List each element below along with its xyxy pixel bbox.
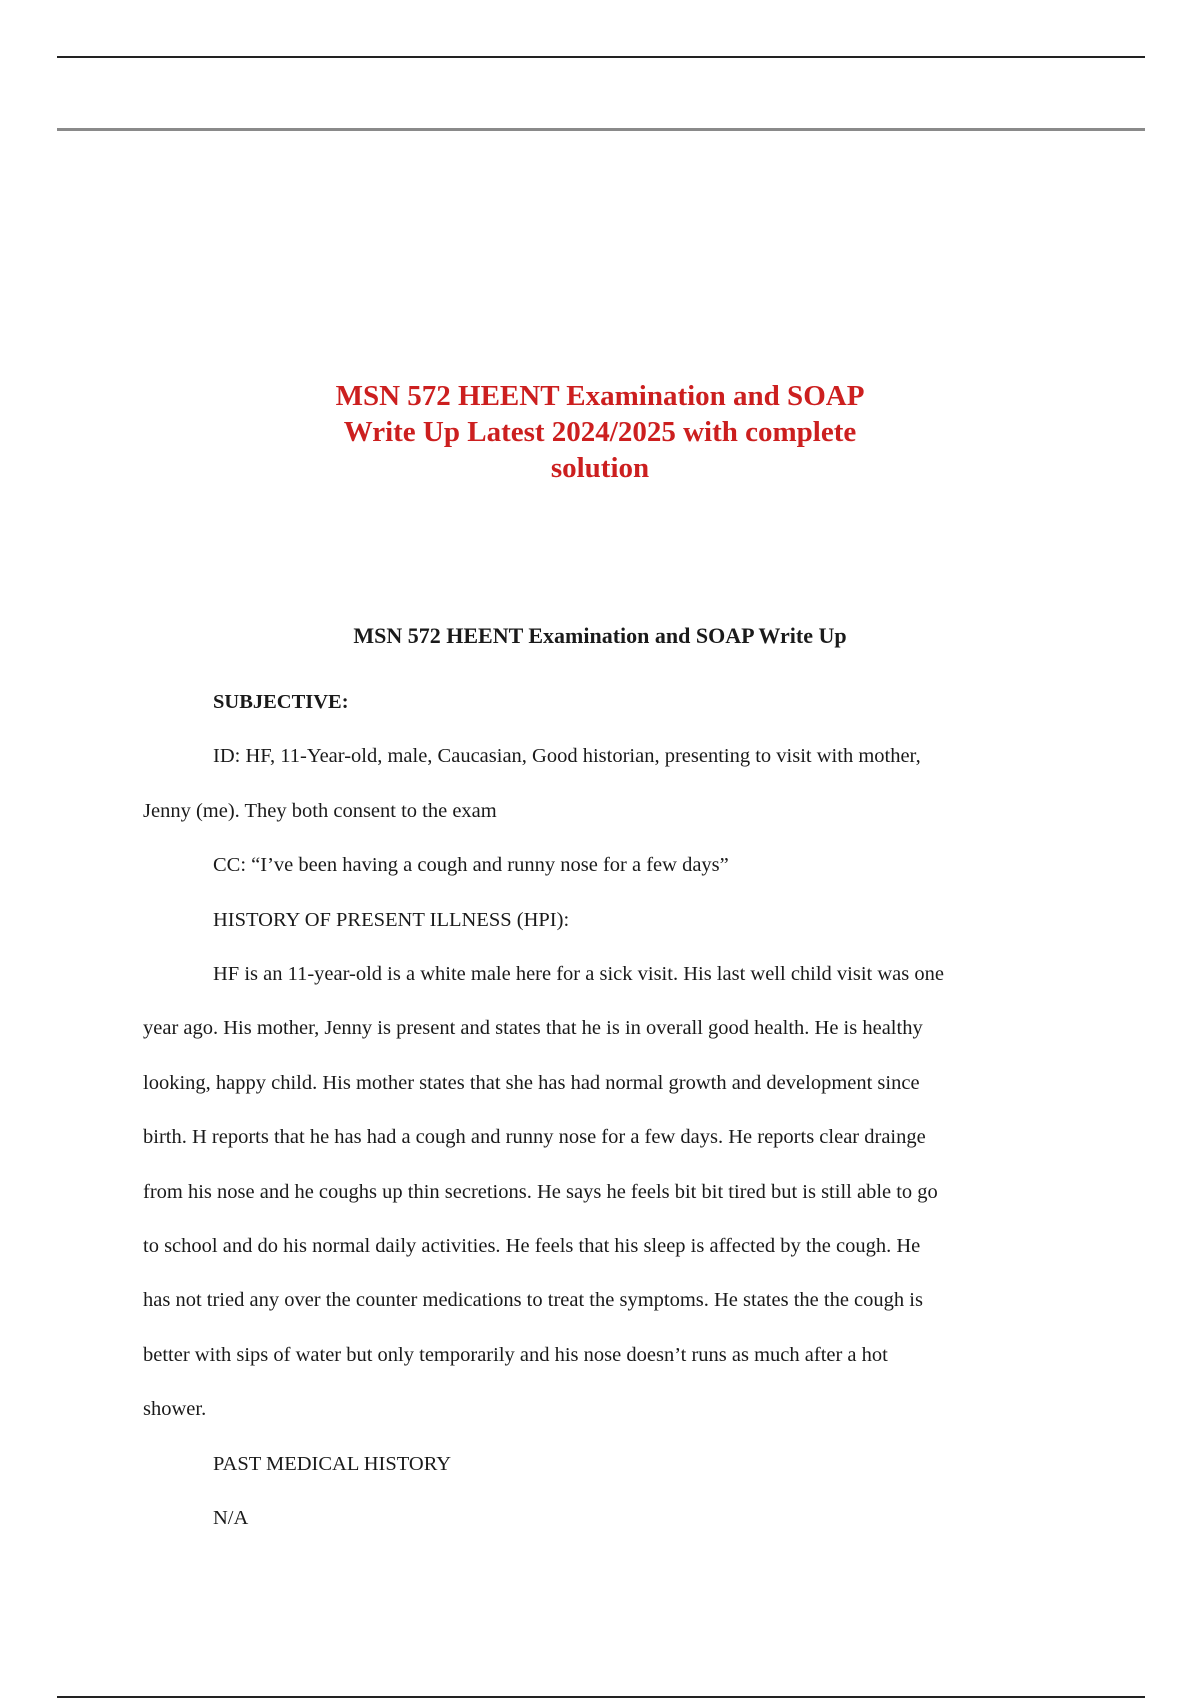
hpi-line: birth. H reports that he has had a cough and runny nose for a few days. He reports clear drainge: [143, 1126, 926, 1149]
top-rule: [57, 56, 1145, 58]
title-line-1: MSN 572 HEENT Examination and SOAP: [335, 380, 865, 412]
pmh-label: PAST MEDICAL HISTORY: [213, 1452, 452, 1475]
hpi-label: HISTORY OF PRESENT ILLNESS (HPI):: [213, 908, 570, 931]
hpi-line: better with sips of water but only temporarily and his nose doesn’t runs as much after a hot: [143, 1343, 888, 1366]
chief-complaint: CC: “I’ve been having a cough and runny nose for a few days”: [213, 854, 729, 877]
section-heading: MSN 572 HEENT Examination and SOAP Write Up: [353, 623, 847, 648]
hpi-line: to school and do his normal daily activities. He feels that his sleep is affected by the cough. He: [143, 1235, 921, 1258]
document-body: [143, 675, 1063, 1546]
hpi-line: looking, happy child. His mother states that she has had normal growth and development since: [143, 1071, 920, 1094]
title-line-2: Write Up Latest 2024/2025 with complete: [343, 416, 857, 448]
id-line-2: Jenny (me). They both consent to the exam: [143, 799, 497, 822]
hpi-line: from his nose and he coughs up thin secretions. He says he feels bit bit tired but is still able to go: [143, 1180, 938, 1203]
hpi-line: has not tried any over the counter medications to treat the symptoms. He states the the cough is: [143, 1289, 923, 1312]
title-line-3: solution: [550, 452, 650, 484]
hpi-line: year ago. His mother, Jenny is present and states that he is in overall good health. He is healthy: [143, 1017, 923, 1040]
document-title: [300, 378, 900, 486]
hpi-line: HF is an 11-year-old is a white male here for a sick visit. His last well child visit was one: [213, 963, 944, 986]
subjective-label: SUBJECTIVE:: [213, 691, 349, 713]
id-line-1: ID: HF, 11-Year-old, male, Caucasian, Good historian, presenting to visit with mother,: [213, 745, 921, 768]
pmh-value: N/A: [213, 1507, 249, 1530]
bottom-rule: [57, 1696, 1145, 1698]
header-rule: [57, 128, 1145, 131]
hpi-line: shower.: [143, 1398, 207, 1421]
